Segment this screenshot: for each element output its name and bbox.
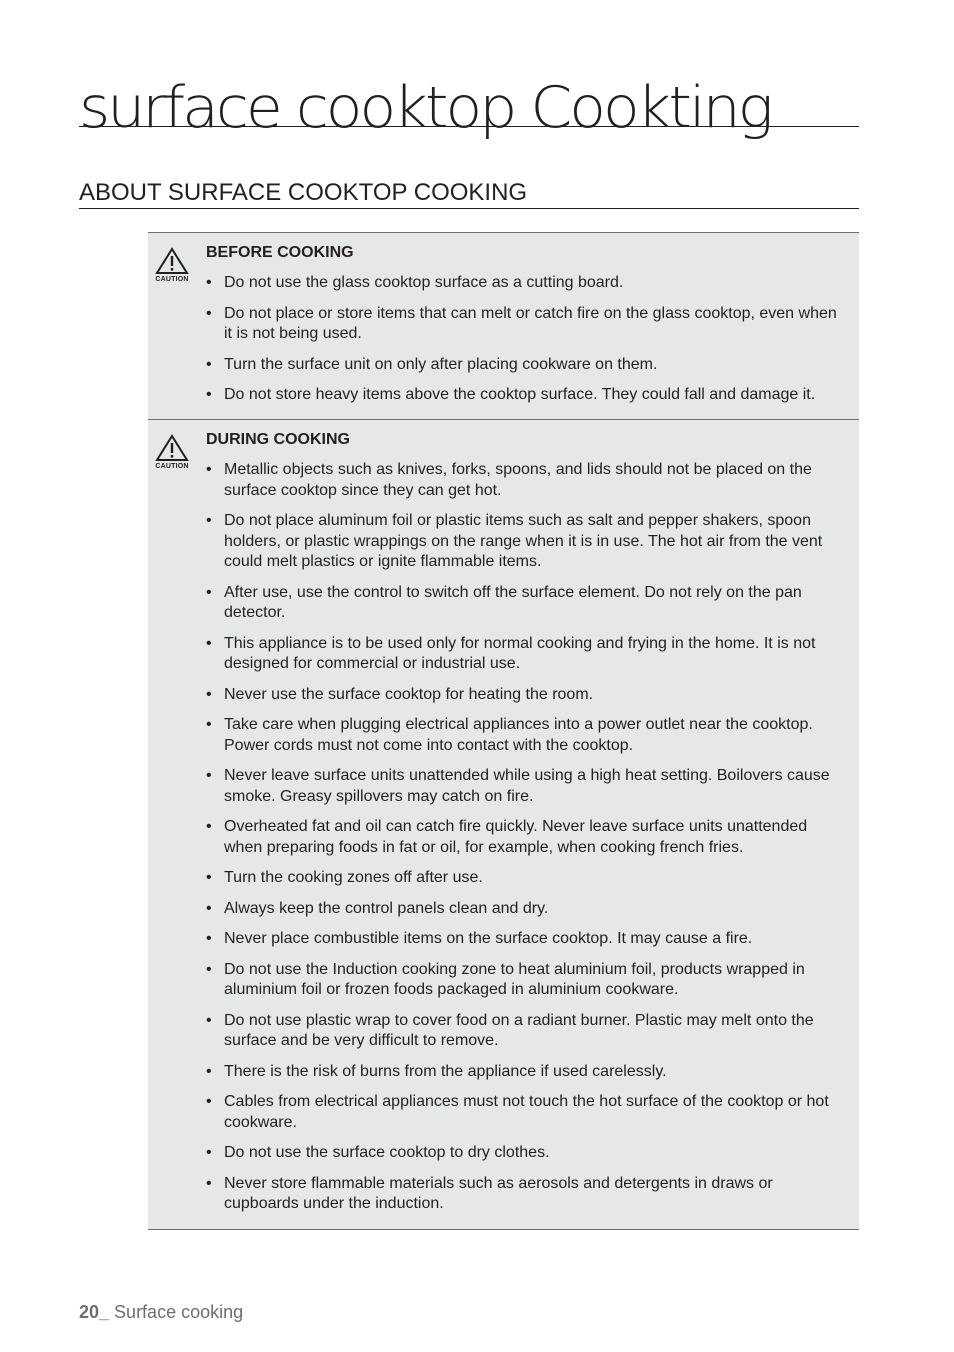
during-cooking-heading: DURING COOKING	[206, 431, 350, 448]
section-heading: ABOUT SURFACE COOKTOP COOKING	[79, 176, 859, 209]
list-item: • Overheated fat and oil can catch fire quickly. Never leave surface units unattended when preparing foods in fat or oil, for example, when cooking french fries.	[206, 818, 808, 856]
caution-triangle-icon	[155, 247, 189, 275]
list-item: • Do not use the surface cooktop to dry clothes.	[206, 1144, 550, 1161]
list-item: • Do not use the Induction cooking zone to heat aluminium foil, products wrapped in aluminium foil or frozen foods packaged in aluminium cookware.	[206, 960, 805, 998]
before-cooking-content	[206, 243, 842, 416]
before-cooking-list	[206, 273, 842, 406]
list-item: • This appliance is to be used only for normal cooking and frying in the home. It is not designed for commercial or industrial use.	[206, 634, 816, 672]
page-number: 20	[79, 1302, 100, 1322]
list-item: • Never leave surface units unattended while using a high heat setting. Boilovers cause smoke. Greasy spillovers may catch on fire.	[206, 767, 830, 805]
list-item: • Never store flammable materials such as aerosols and detergents in draws or cupboards under the induction.	[206, 1174, 773, 1212]
list-item: • Do not store heavy items above the cooktop surface. They could fall and damage it.	[206, 386, 816, 403]
during-cooking-content	[206, 430, 842, 1225]
list-item: • After use, use the control to switch off the surface element. Do not rely on the pan detector.	[206, 583, 802, 621]
during-cooking-box	[148, 419, 859, 1230]
list-item: • Metallic objects such as knives, forks, spoons, and lids should not be placed on the surface cooktop since they can get hot.	[206, 461, 812, 499]
caution-triangle-icon	[155, 434, 189, 462]
before-cooking-heading: BEFORE COOKING	[206, 244, 354, 261]
list-item: • Cables from electrical appliances must not touch the hot surface of the cooktop or hot cookware.	[206, 1093, 829, 1131]
page-title-text: surface cooktop Cookting	[79, 74, 771, 142]
list-item: • Never use the surface cooktop for heating the room.	[206, 685, 594, 703]
caution-label: CAUTION	[155, 463, 189, 470]
list-item: • Take care when plugging electrical appliances into a power outlet near the cooktop. Power cords must not come into contact with the cooktop.	[206, 716, 813, 754]
page-title	[79, 62, 859, 142]
list-item: • Do not place or store items that can melt or catch fire on the glass cooktop, even when it is not being used.	[206, 304, 837, 342]
caution-icon-block	[152, 434, 192, 470]
page-separator: _	[99, 1302, 115, 1322]
list-item: • There is the risk of burns from the appliance if used carelessly.	[206, 1062, 667, 1080]
list-item: • Never place combustible items on the surface cooktop. It may cause a fire.	[206, 930, 753, 947]
list-item: • Do not use the glass cooktop surface as a cutting board.	[206, 274, 624, 291]
page-footer	[79, 1300, 243, 1324]
list-item: • Turn the surface unit on only after placing cookware on them.	[206, 355, 658, 373]
list-item: • Turn the cooking zones off after use.	[206, 869, 483, 886]
caution-label: CAUTION	[155, 276, 189, 283]
footer-section-name: Surface cooking	[114, 1302, 244, 1322]
before-cooking-box	[148, 232, 859, 420]
list-item: • Always keep the control panels clean and dry.	[206, 899, 549, 917]
caution-icon-block	[152, 247, 192, 283]
list-item: • Do not place aluminum foil or plastic items such as salt and pepper shakers, spoon holders, or plastic wrappings on the range when it is in use. The hot air from the vent could melt plastics or ignite flammable items.	[206, 512, 823, 570]
list-item: • Do not use plastic wrap to cover food on a radiant burner. Plastic may melt onto the surface and be very difficult to remove.	[206, 1011, 814, 1049]
during-cooking-list	[206, 460, 842, 1215]
